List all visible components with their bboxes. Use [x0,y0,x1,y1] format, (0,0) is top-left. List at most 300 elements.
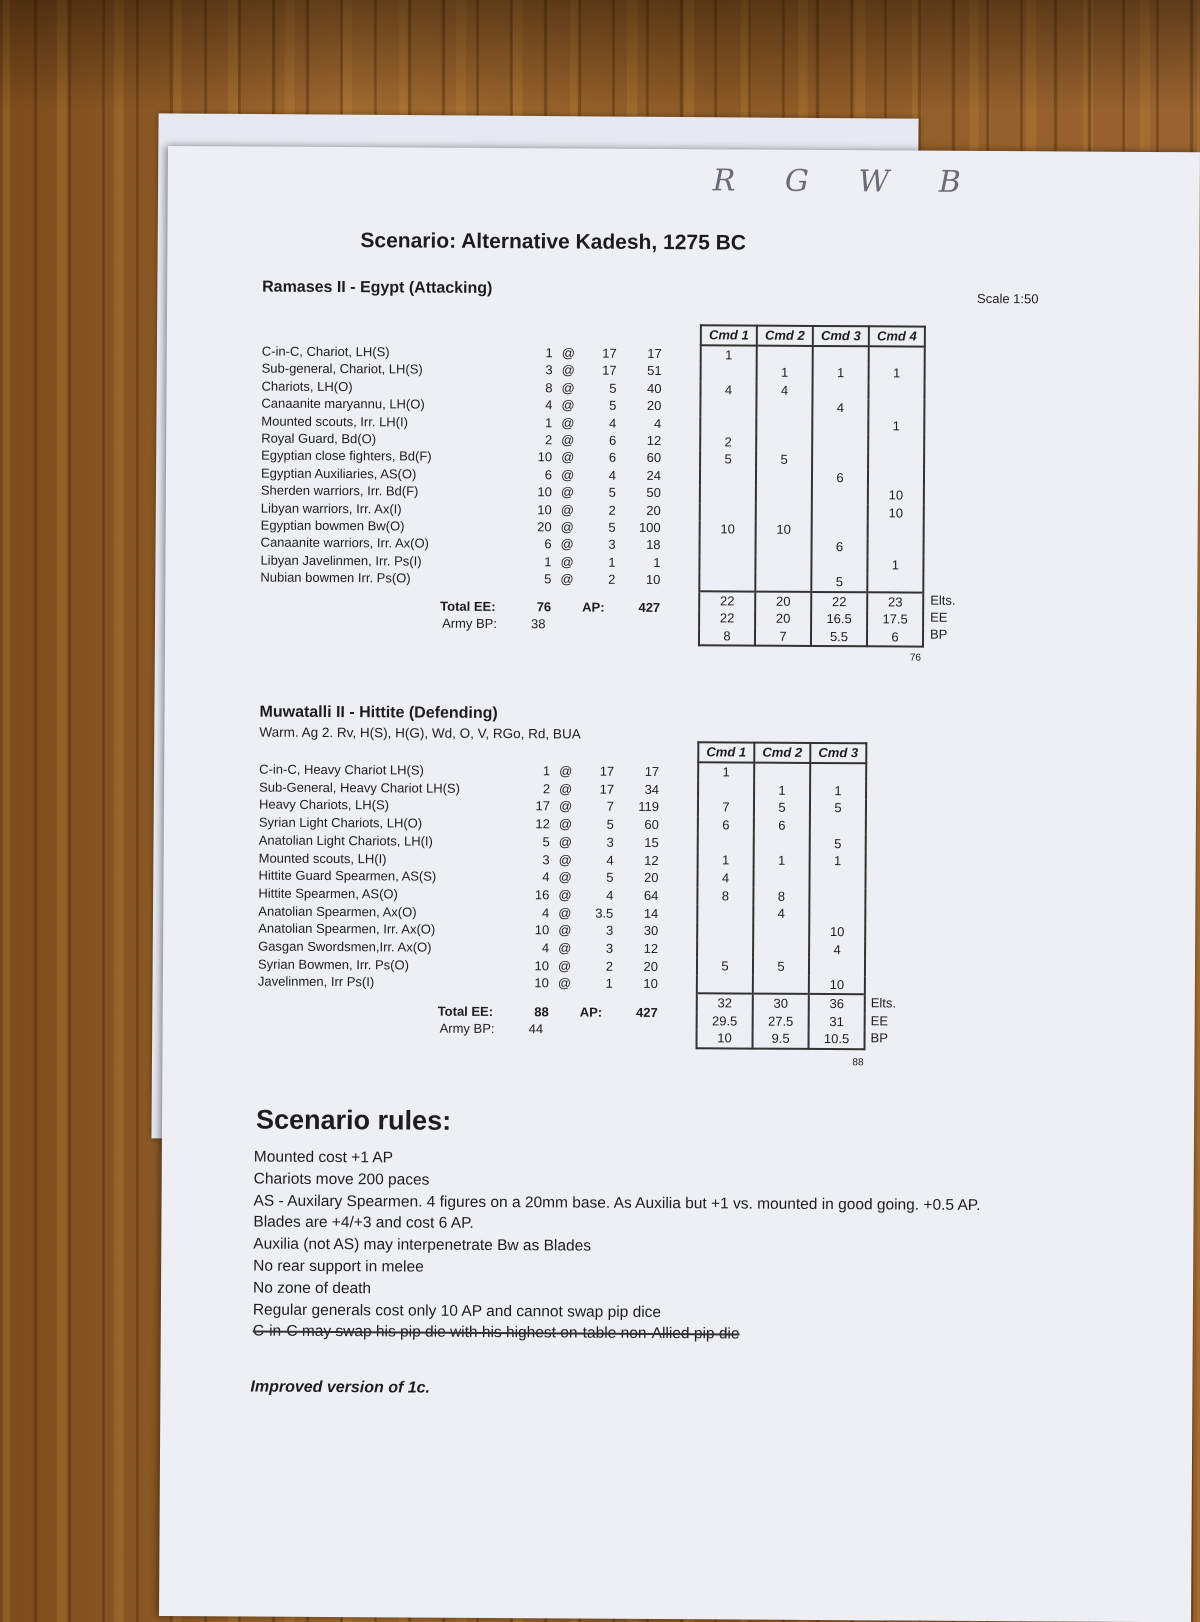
command-row [697,958,865,977]
command-row [700,398,924,417]
command-cell [809,958,865,976]
command-cell [813,346,869,365]
unit-total: 1 [625,554,660,572]
unit-cost: 6 [586,432,616,450]
unit-name: Royal Guard, Bd(O) [261,430,376,449]
unit-count: 17 [514,798,550,816]
unit-cost: 5 [583,869,613,887]
command-row [701,345,925,365]
summary-cell: 6 [867,628,923,647]
unit-count: 4 [513,904,549,922]
command-cell: 1 [754,852,810,870]
summary-row [697,994,865,1013]
command-cell: 5 [756,451,812,469]
unit-cost: 2 [585,571,615,589]
summary-cell: 31 [809,1013,865,1031]
unit-cost: 5 [586,484,616,502]
summary-cell: 22 [699,591,755,610]
unit-cost: 17 [584,780,614,798]
rule-item: No zone of death [253,1279,371,1298]
command-cell [754,834,810,852]
unit-cost: 4 [586,414,616,432]
command-cell: 5 [810,799,866,817]
command-cell [756,503,812,521]
unit-count: 1 [514,762,550,780]
command-cell: 5 [700,451,756,469]
unit-cost: 5 [586,397,616,415]
ap-value: 427 [623,1004,658,1022]
command-row [697,887,865,906]
unit-count: 20 [516,518,552,536]
command-header: Cmd 1 [701,325,757,345]
unit-name: Nubian bowmen Irr. Ps(O) [260,569,410,588]
command-row [698,762,866,781]
unit-cost: 2 [583,957,613,975]
command-cell: 5 [754,799,810,817]
unit-total: 12 [624,851,659,869]
summary-label: BP [871,1029,888,1047]
command-cell [753,940,809,958]
command-row [701,364,925,383]
command-header: Cmd 2 [754,743,810,763]
command-cell [698,781,754,799]
at-sign: @ [560,553,573,571]
command-cell [697,975,753,994]
summary-label: EE [871,1012,888,1030]
command-cell [812,521,868,539]
at-sign: @ [562,362,575,380]
summary-label: Elts. [871,994,896,1012]
unit-name: C-in-C, Heavy Chariot LH(S) [259,761,424,780]
army-bp-value: 38 [531,615,546,633]
command-row [697,922,865,941]
command-row [700,416,924,435]
command-cell: 10 [700,520,756,538]
command-header: Cmd 4 [869,326,925,346]
summary-row [699,591,923,611]
scenario-sheet [159,146,1200,1622]
unit-cost: 3.5 [583,904,613,922]
command-cell: 4 [697,869,753,887]
unit-total: 34 [624,780,659,798]
rule-item: Auxilia (not AS) may interpenetrate Bw as Blades [253,1236,591,1256]
summary-label: EE [930,609,947,627]
unit-total: 4 [626,414,661,432]
unit-count: 10 [516,449,552,467]
unit-total: 50 [626,484,661,502]
desk-shadow [0,0,1200,110]
command-cell [754,763,810,782]
rule-item: C-in-C may swap his pip die with his highest on-table non-Allied pip die [253,1323,740,1344]
command-cell [756,486,812,504]
at-sign: @ [561,431,574,449]
command-row [700,381,924,400]
unit-total: 51 [627,362,662,380]
command-cell [701,364,757,382]
unit-name: Chariots, LH(O) [261,377,352,396]
command-cell [756,538,812,556]
command-cell: 4 [809,941,865,959]
command-cell: 1 [868,417,924,435]
command-cell [868,382,924,400]
command-cell [812,434,868,452]
ap-label: AP: [580,1004,603,1022]
unit-count: 1 [517,344,553,362]
check-total: 76 [910,653,921,664]
unit-total: 40 [626,380,661,398]
command-cell [699,555,755,573]
command-cell [809,887,865,905]
command-cell: 4 [753,905,809,923]
ap-value: 427 [625,599,660,617]
command-row [699,555,923,574]
command-row [700,503,924,522]
unit-cost: 1 [585,553,615,571]
unit-count: 1 [515,553,551,571]
unit-name: Canaanite maryannu, LH(O) [261,395,424,414]
command-cell [812,486,868,504]
scale-label: Scale 1:50 [977,291,1039,306]
summary-cell: 30 [753,994,809,1013]
command-row [700,538,924,557]
unit-name: Mounted scouts, Irr. LH(I) [261,412,408,431]
unit-total: 17 [624,763,659,781]
rules-heading: Scenario rules: [256,1105,451,1137]
at-sign: @ [561,518,574,536]
unit-name: Egyptian Auxiliaries, AS(O) [261,464,416,483]
at-sign: @ [561,536,574,554]
unit-count: 1 [516,414,552,432]
unit-cost: 5 [586,519,616,537]
unit-name: Libyan Javelinmen, Irr. Ps(I) [260,551,421,570]
command-cell [868,400,924,418]
unit-count: 5 [515,570,551,588]
at-sign: @ [559,833,572,851]
command-cell [756,416,812,434]
unit-total: 18 [626,536,661,554]
unit-count: 4 [516,396,552,414]
unit-cost: 3 [586,536,616,554]
command-cell [868,521,924,539]
terrain-list: Warm. Ag 2. Rv, H(S), H(G), Wd, O, V, RGo, Rd, BUA [259,725,580,742]
rule-item: AS - Auxilary Spearmen. 4 figures on a 20mm base. As Auxilia but +1 vs. mounted in good going. +0.5 AP. [254,1192,981,1214]
command-cell [811,556,867,574]
unit-cost: 17 [587,362,617,380]
command-cell: 7 [698,798,754,816]
unit-count: 6 [516,466,552,484]
summary-cell: 8 [699,627,755,646]
at-sign: @ [561,501,574,519]
command-header: Cmd 2 [757,326,813,346]
unit-cost: 2 [586,501,616,519]
unit-total: 119 [624,798,659,816]
at-sign: @ [559,798,572,816]
command-cell: 4 [700,381,756,399]
unit-total: 100 [626,519,661,537]
summary-cell: 22 [699,609,755,627]
page-title: Scenario: Alternative Kadesh, 1275 BC [360,229,746,255]
command-cell [757,346,813,365]
unit-cost: 4 [586,466,616,484]
summary-cell: 23 [867,592,923,611]
summary-cell: 5.5 [811,627,867,646]
unit-name: Gasgan Swordsmen,Irr. Ax(O) [258,938,432,957]
unit-name: Heavy Chariots, LH(S) [259,796,389,815]
command-row [698,834,866,853]
unit-name: Hittite Spearmen, AS(O) [258,884,398,903]
command-cell [700,503,756,521]
unit-name: Javelinmen, Irr Ps(I) [258,973,374,992]
at-sign: @ [561,414,574,432]
rule-item: Regular generals cost only 10 AP and cannot swap pip dice [253,1301,661,1321]
command-row [700,468,924,487]
command-cell [867,574,923,593]
at-sign: @ [558,939,571,957]
command-cell [700,468,756,486]
command-cell: 1 [698,851,754,869]
unit-cost: 3 [583,922,613,940]
unit-total: 12 [623,940,658,958]
unit-cost: 4 [583,886,613,904]
unit-cost: 3 [584,833,614,851]
unit-name: Anatolian Spearmen, Ax(O) [258,902,416,921]
summary-row [697,1012,865,1030]
unit-total: 12 [626,432,661,450]
command-row [700,451,924,470]
command-cell [810,817,866,835]
command-cell: 1 [810,852,866,870]
unit-name: C-in-C, Chariot, LH(S) [262,343,390,362]
command-table [695,741,867,1050]
unit-count: 10 [513,957,549,975]
command-cell: 8 [753,887,809,905]
unit-name: Canaanite warriors, Irr. Ax(O) [261,534,429,553]
summary-cell: 22 [811,592,867,611]
handwritten-note: R G W B [713,163,981,200]
command-cell [697,922,753,940]
unit-name: Syrian Bowmen, Irr. Ps(O) [258,955,409,974]
command-cell: 1 [810,781,866,799]
command-row [700,433,924,452]
command-cell: 6 [812,538,868,556]
command-cell: 1 [698,762,754,781]
command-cell: 10 [756,521,812,539]
army-title-egypt: Ramases II - Egypt (Attacking) [262,279,492,298]
command-cell: 2 [700,433,756,451]
at-sign: @ [558,904,571,922]
unit-count: 2 [514,780,550,798]
army-bp-value: 44 [529,1020,544,1038]
summary-label: BP [930,626,947,644]
summary-label: Elts. [930,591,955,609]
command-cell: 1 [701,345,757,364]
unit-total: 10 [623,975,658,993]
command-cell: 4 [756,381,812,399]
command-cell: 10 [868,504,924,522]
unit-total: 24 [626,467,661,485]
command-cell [812,504,868,522]
command-cell [868,539,924,557]
command-cell: 1 [867,556,923,574]
command-cell [868,452,924,470]
at-sign: @ [559,815,572,833]
command-cell [809,870,865,888]
improved-note: Improved version of 1c. [250,1379,430,1398]
summary-cell: 17.5 [867,610,923,628]
summary-cell: 32 [697,994,753,1013]
command-cell [755,573,811,592]
summary-cell: 20 [755,591,811,610]
command-cell: 8 [697,887,753,905]
unit-count: 10 [516,483,552,501]
ap-label: AP: [582,599,605,617]
summary-cell: 10.5 [808,1030,864,1049]
unit-total: 15 [624,834,659,852]
unit-total: 10 [625,571,660,589]
summary-cell: 10 [697,1029,753,1048]
command-cell: 6 [812,469,868,487]
army-bp-label: Army BP: [442,615,497,633]
command-row [697,940,865,959]
command-cell: 4 [812,399,868,417]
command-cell [868,469,924,487]
check-total: 88 [852,1057,863,1068]
unit-cost: 7 [584,798,614,816]
command-cell [812,382,868,400]
at-sign: @ [559,851,572,869]
command-row [697,904,865,923]
command-cell [756,399,812,417]
command-row [700,520,924,539]
unit-count: 10 [516,501,552,519]
unit-cost: 1 [583,975,613,993]
unit-cost: 5 [586,379,616,397]
command-table [698,324,926,647]
command-cell [755,555,811,573]
unit-count: 3 [514,851,550,869]
command-cell [810,763,866,782]
command-cell: 5 [811,573,867,592]
summary-cell: 20 [755,610,811,628]
summary-cell: 29.5 [697,1012,753,1030]
unit-total: 20 [623,869,658,887]
command-cell [700,398,756,416]
unit-count: 4 [513,868,549,886]
unit-total: 14 [623,904,658,922]
unit-total: 20 [623,957,658,975]
unit-total: 17 [627,345,662,363]
command-cell [756,434,812,452]
at-sign: @ [558,886,571,904]
total-ee-label: Total EE: [440,598,495,616]
unit-count: 5 [514,833,550,851]
unit-total: 60 [624,816,659,834]
command-header: Cmd 3 [810,743,866,763]
unit-total: 30 [623,922,658,940]
unit-name: Sub-general, Chariot, LH(S) [262,360,423,379]
command-cell [756,468,812,486]
unit-total: 20 [626,397,661,415]
command-row [698,816,866,835]
command-cell: 1 [869,365,925,383]
unit-name: Anatolian Light Chariots, LH(I) [259,831,433,850]
unit-cost: 5 [584,816,614,834]
rule-item: No rear support in melee [253,1258,424,1277]
unit-name: Mounted scouts, LH(I) [259,849,387,868]
unit-cost: 17 [584,763,614,781]
command-cell [699,573,755,592]
command-cell: 6 [754,816,810,834]
command-cell [809,905,865,923]
summary-cell: 27.5 [753,1012,809,1030]
command-cell: 1 [813,364,869,382]
summary-cell: 7 [755,627,811,646]
command-row [697,869,865,888]
unit-cost: 3 [583,940,613,958]
summary-cell: 36 [809,994,865,1013]
at-sign: @ [561,484,574,502]
unit-name: Syrian Light Chariots, LH(O) [259,814,422,833]
command-cell: 10 [868,487,924,505]
summary-cell: 16.5 [811,610,867,628]
command-row [699,573,923,593]
unit-count: 4 [513,939,549,957]
command-header: Cmd 3 [813,326,869,346]
command-cell [698,834,754,852]
unit-name: Libyan warriors, Irr. Ax(I) [261,499,402,518]
command-cell [812,451,868,469]
unit-name: Sherden warriors, Irr. Bd(F) [261,482,419,501]
at-sign: @ [559,762,572,780]
unit-cost: 6 [586,449,616,467]
command-cell: 5 [697,958,753,976]
command-cell [812,417,868,435]
army-title-hittite: Muwatalli II - Hittite (Defending) [259,704,497,723]
summary-row [697,1029,865,1048]
command-cell [868,434,924,452]
command-cell [700,486,756,504]
total-ee-label: Total EE: [438,1003,493,1021]
command-header-row [701,325,925,346]
command-row [698,781,866,800]
unit-name: Egyptian bowmen Bw(O) [261,517,405,536]
command-cell: 6 [698,816,754,834]
unit-count: 2 [516,431,552,449]
command-cell [697,940,753,958]
command-cell: 5 [753,958,809,976]
rule-item: Chariots move 200 paces [254,1170,430,1189]
command-row [697,975,865,994]
command-cell [697,904,753,922]
at-sign: @ [561,466,574,484]
command-row [698,851,866,870]
command-cell [700,416,756,434]
command-cell: 10 [809,923,865,941]
command-cell [753,869,809,887]
summary-row [699,609,923,628]
unit-total: 60 [626,449,661,467]
unit-name: Hittite Guard Spearmen, AS(S) [258,867,436,886]
at-sign: @ [558,957,571,975]
command-row [700,486,924,505]
unit-name: Anatolian Spearmen, Irr. Ax(O) [258,920,435,939]
at-sign: @ [561,379,574,397]
total-ee-value: 88 [513,1003,549,1021]
unit-cost: 4 [584,851,614,869]
at-sign: @ [560,571,573,589]
at-sign: @ [561,449,574,467]
unit-count: 12 [514,815,550,833]
